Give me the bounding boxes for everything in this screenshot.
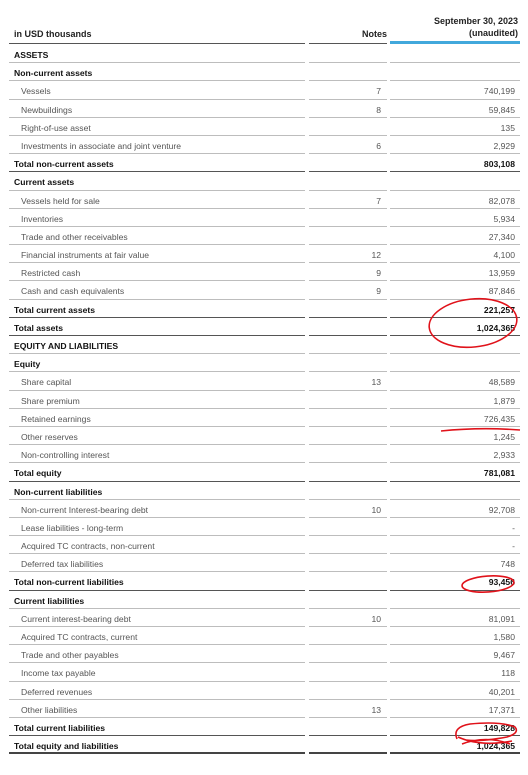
row-label-income-tax-payable: Income tax payable xyxy=(21,668,96,679)
row-label-non-current-assets: Non-current assets xyxy=(14,68,93,79)
table-row xyxy=(9,45,521,63)
row-label-financial-instruments-at-fair-value: Financial instruments at fair value xyxy=(21,250,150,261)
row-value: 149,828 xyxy=(483,722,515,733)
row-value: 92,708 xyxy=(488,504,515,515)
row-value: 2,933 xyxy=(493,450,515,461)
row-value: 17,371 xyxy=(488,704,515,715)
table-row xyxy=(9,627,521,645)
table-row xyxy=(9,609,521,627)
table-row xyxy=(9,518,521,536)
row-value: 1,879 xyxy=(493,395,515,406)
table-row xyxy=(9,682,521,700)
row-value: 4,100 xyxy=(493,250,515,261)
row-label-cash-and-cash-equivalents: Cash and cash equivalents xyxy=(21,286,125,297)
row-note: 9 xyxy=(376,286,381,297)
row-value: 1,024,365 xyxy=(476,322,515,333)
period-accent-bar xyxy=(390,41,520,44)
row-value: 48,589 xyxy=(488,377,515,388)
period-date: September 30, 2023 xyxy=(433,16,518,26)
table-row xyxy=(9,245,521,263)
row-value: 803,108 xyxy=(483,159,515,170)
row-label-non-current-liabilities: Non-current liabilities xyxy=(14,486,103,497)
table-row xyxy=(9,554,521,572)
row-note: 7 xyxy=(376,195,381,206)
table-row xyxy=(9,700,521,718)
table-row xyxy=(9,191,521,209)
row-label-retained-earnings: Retained earnings xyxy=(21,413,91,424)
period-column-header xyxy=(390,15,518,39)
row-label-vessels: Vessels xyxy=(21,86,51,97)
row-label-assets: ASSETS xyxy=(14,50,49,60)
row-value: 93,456 xyxy=(488,577,515,588)
row-label-vessels-held-for-sale: Vessels held for sale xyxy=(21,195,100,206)
row-label-lease-liabilities-long-term: Lease liabilities - long-term xyxy=(21,522,124,533)
table-row xyxy=(9,118,521,136)
table-row xyxy=(9,354,521,372)
row-label-total-equity-and-liabilities: Total equity and liabilities xyxy=(14,741,119,752)
row-note: 9 xyxy=(376,268,381,279)
period-status: (unaudited) xyxy=(469,28,518,38)
header-rule-notes xyxy=(309,43,387,44)
table-row xyxy=(9,482,521,500)
table-row xyxy=(9,263,521,281)
row-value: 726,435 xyxy=(483,413,515,424)
row-value: 5,934 xyxy=(493,213,515,224)
row-label-current-interest-bearing-debt: Current interest-bearing debt xyxy=(21,613,131,624)
table-row xyxy=(9,154,521,172)
row-label-non-current-interest-bearing-debt: Non-current Interest-bearing debt xyxy=(21,504,149,515)
table-row xyxy=(9,172,521,190)
row-label-acquired-tc-contracts-current: Acquired TC contracts, current xyxy=(21,632,138,642)
table-row xyxy=(9,463,521,481)
row-value: 740,199 xyxy=(483,86,515,97)
row-value: 221,257 xyxy=(483,304,515,315)
row-rule xyxy=(309,752,387,754)
row-label-total-non-current-liabilities: Total non-current liabilities xyxy=(14,577,124,588)
row-value: 40,201 xyxy=(488,686,515,697)
table-body xyxy=(9,45,521,754)
row-note: 10 xyxy=(371,613,381,624)
row-label-equity: Equity xyxy=(14,359,41,370)
row-value: 81,091 xyxy=(488,613,515,624)
row-note: 13 xyxy=(371,377,381,388)
row-value: 27,340 xyxy=(488,231,515,242)
table-row xyxy=(9,591,521,609)
unit-label: in USD thousands xyxy=(14,29,92,39)
row-value: 59,845 xyxy=(488,104,515,115)
row-label-restricted-cash: Restricted cash xyxy=(21,268,81,279)
row-value: 9,467 xyxy=(493,650,515,661)
table-row xyxy=(9,718,521,736)
table-row xyxy=(9,336,521,354)
row-label-total-equity: Total equity xyxy=(14,468,62,479)
row-value: 781,081 xyxy=(483,468,515,479)
row-value: 2,929 xyxy=(493,140,515,151)
table-row xyxy=(9,500,521,518)
table-row xyxy=(9,663,521,681)
row-label-share-capital: Share capital xyxy=(21,377,72,388)
table-row xyxy=(9,645,521,663)
table-header xyxy=(9,0,521,45)
row-label-total-current-liabilities: Total current liabilities xyxy=(14,722,106,733)
row-label-current-liabilities: Current liabilities xyxy=(14,595,85,606)
table-row xyxy=(9,318,521,336)
row-label-current-assets: Current assets xyxy=(14,177,75,188)
row-note: 6 xyxy=(376,140,381,151)
table-row xyxy=(9,209,521,227)
row-value: 748 xyxy=(500,559,515,570)
row-value: 1,245 xyxy=(493,431,515,442)
row-label-trade-and-other-receivables: Trade and other receivables xyxy=(21,231,128,242)
row-label-non-controlling-interest: Non-controlling interest xyxy=(21,450,110,461)
row-value: 1,024,365 xyxy=(476,741,515,752)
row-rule xyxy=(390,752,520,754)
table-row xyxy=(9,427,521,445)
row-label-inventories: Inventories xyxy=(21,213,64,224)
row-note: 12 xyxy=(371,250,381,261)
row-note: 10 xyxy=(371,504,381,515)
table-row xyxy=(9,100,521,118)
table-row xyxy=(9,300,521,318)
table-row xyxy=(9,81,521,99)
row-note: 13 xyxy=(371,704,381,715)
row-label-other-reserves: Other reserves xyxy=(21,431,78,442)
row-note: 7 xyxy=(376,86,381,97)
row-label-acquired-tc-contracts-non-current: Acquired TC contracts, non-current xyxy=(21,541,155,552)
row-label-trade-and-other-payables: Trade and other payables xyxy=(21,650,119,661)
table-row xyxy=(9,281,521,299)
row-value: 118 xyxy=(501,668,515,679)
table-row xyxy=(9,227,521,245)
row-label-newbuildings: Newbuildings xyxy=(21,104,73,115)
notes-column-header: Notes xyxy=(361,29,387,39)
row-value: 135 xyxy=(500,122,515,133)
table-row xyxy=(9,136,521,154)
row-label-deferred-revenues: Deferred revenues xyxy=(21,686,93,697)
table-row xyxy=(9,409,521,427)
row-rule xyxy=(9,752,305,754)
table-row xyxy=(9,391,521,409)
table-row xyxy=(9,736,521,754)
row-label-investments-in-associate-and-joint-venture: Investments in associate and joint venture xyxy=(21,140,182,151)
table-row xyxy=(9,536,521,554)
row-label-right-of-use-asset: Right-of-use asset xyxy=(21,122,91,133)
row-value: - xyxy=(512,541,515,552)
row-label-total-assets: Total assets xyxy=(14,322,64,333)
row-value: - xyxy=(512,522,515,533)
header-rule xyxy=(9,43,305,44)
table-row xyxy=(9,572,521,590)
row-label-equity-and-liabilities: EQUITY AND LIABILITIES xyxy=(14,341,119,351)
row-value: 13,959 xyxy=(488,268,515,279)
row-label-share-premium: Share premium xyxy=(21,395,80,406)
row-value: 82,078 xyxy=(488,195,515,206)
row-label-deferred-tax-liabilities: Deferred tax liabilities xyxy=(21,559,104,570)
row-value: 87,846 xyxy=(488,286,515,297)
row-note: 8 xyxy=(376,104,381,115)
row-label-total-current-assets: Total current assets xyxy=(14,304,96,315)
table-row xyxy=(9,372,521,390)
row-label-total-non-current-assets: Total non-current assets xyxy=(14,159,114,170)
row-label-other-liabilities: Other liabilities xyxy=(21,704,78,715)
balance-sheet xyxy=(9,0,521,754)
table-row xyxy=(9,63,521,81)
row-value: 1,580 xyxy=(493,632,515,642)
table-row xyxy=(9,445,521,463)
